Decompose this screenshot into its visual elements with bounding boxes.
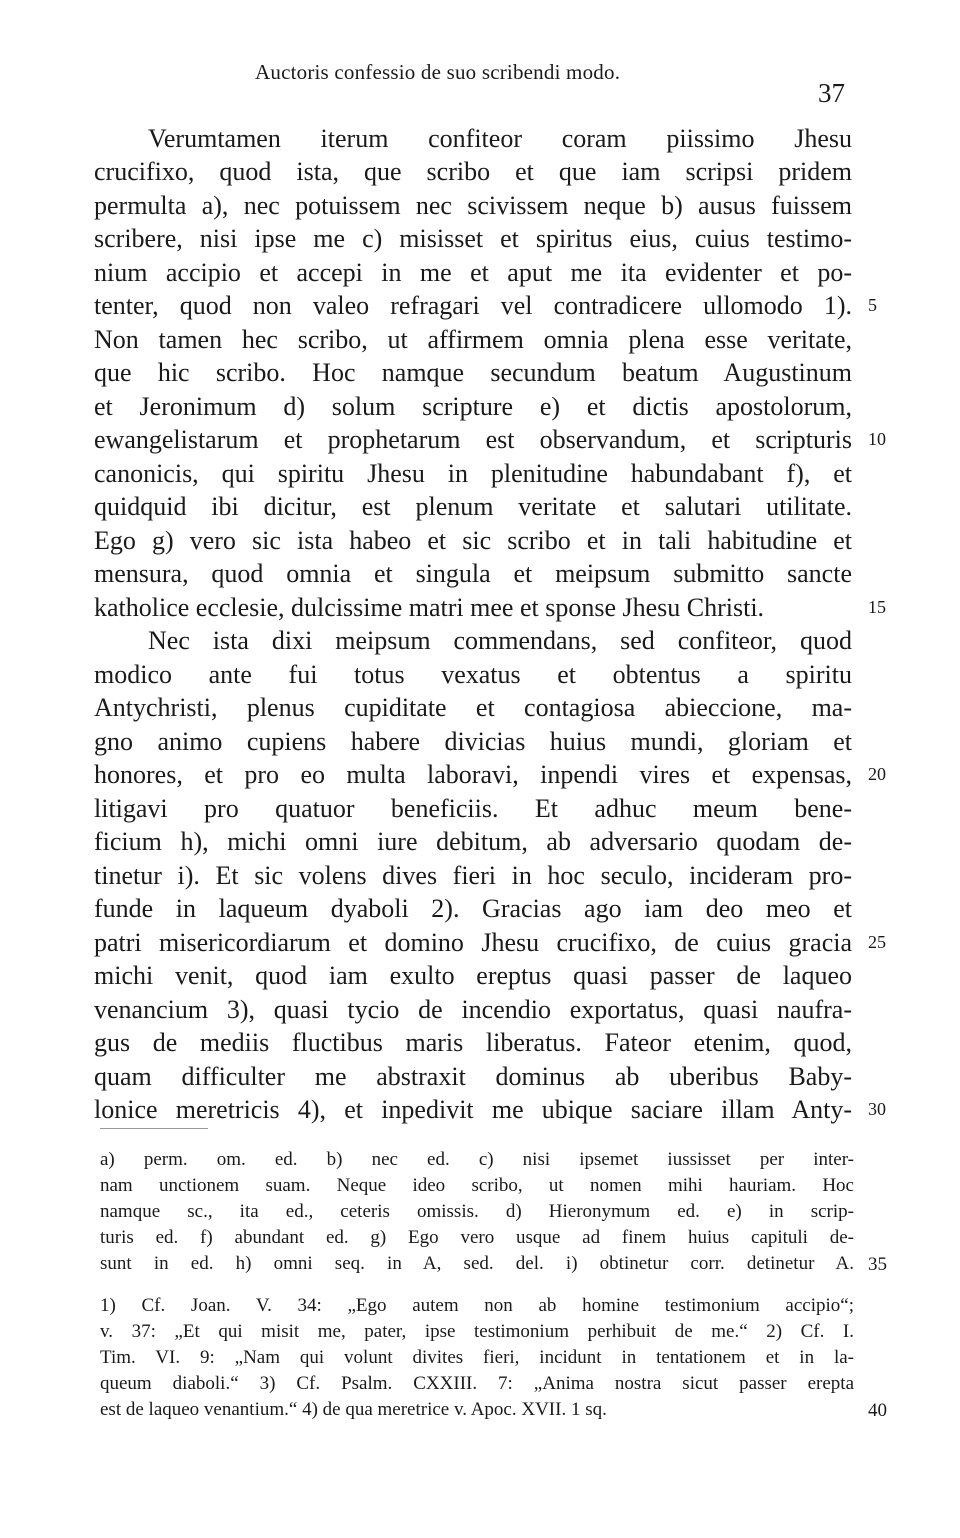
line-number: 20 — [868, 764, 886, 784]
text-line: permulta a), nec potuissem nec scivissem neque b) ausus fuissem — [94, 191, 852, 220]
footnote-line: queum diaboli.“ 3) Cf. Psalm. CXXIII. 7: „Anima nostra sicut passer erepta — [100, 1373, 854, 1394]
text-line: venancium 3), quasi tycio de incendio exportatus, quasi naufra- — [94, 995, 852, 1024]
footnote-line: Tim. VI. 9: „Nam qui volunt divites fieri, incidunt in tentationem et in la- — [100, 1347, 854, 1368]
text-line: tinetur i). Et sic volens dives fieri in hoc seculo, incideram pro- — [94, 861, 852, 890]
text-line: ficium h), michi omni iure debitum, ab adversario quodam de- — [94, 827, 852, 856]
line-number: 15 — [868, 597, 886, 617]
text-line: ewangelistarum et prophetarum est observandum, et scripturis — [94, 425, 852, 454]
line-number: 5 — [868, 295, 877, 315]
apparatus-line: a) perm. om. ed. b) nec ed. c) nisi ipsemet iussisset per inter- — [100, 1149, 854, 1170]
running-title: Auctoris confessio de suo scribendi modo. — [255, 60, 621, 84]
text-line: Ego g) vero sic ista habeo et sic scribo et in tali habitudine et — [94, 526, 852, 555]
text-line: honores, et pro eo multa laboravi, inpendi vires et expensas, — [94, 760, 852, 789]
footnote-line: est de laqueo venantium.“ 4) de qua meretrice v. Apoc. XVII. 1 sq. — [100, 1399, 607, 1420]
text-line: gno animo cupiens habere divicias huius mundi, gloriam et — [94, 727, 852, 756]
text-line: tenter, quod non valeo refragari vel contradicere ullomodo 1). — [94, 291, 852, 320]
text-line: nium accipio et accepi in me et aput me ita evidenter et po- — [94, 258, 852, 287]
text-line: Non tamen hec scribo, ut affirmem omnia plena esse veritate, — [94, 325, 852, 354]
footnote-separator — [100, 1128, 208, 1129]
apparatus-line: turis ed. f) abundant ed. g) Ego vero usque ad finem huius capituli de- — [100, 1227, 854, 1248]
text-line: katholice ecclesie, dulcissime matri mee et sponse Jhesu Christi. — [94, 593, 765, 622]
line-number: 25 — [868, 932, 886, 952]
page-number: 37 — [818, 78, 845, 108]
text-line: funde in laqueum dyaboli 2). Gracias ago iam deo meo et — [94, 894, 852, 923]
text-line: canonicis, qui spiritu Jhesu in plenitudine habundabant f), et — [94, 459, 852, 488]
text-line: Nec ista dixi meipsum commendans, sed confiteor, quod — [148, 626, 852, 655]
text-line: michi venit, quod iam exulto ereptus quasi passer de laqueo — [94, 961, 852, 990]
text-line: Verumtamen iterum confiteor coram piissimo Jhesu — [148, 124, 852, 153]
apparatus-line: namque sc., ita ed., ceteris omissis. d) Hieronymum ed. e) in scrip- — [100, 1201, 854, 1222]
text-line: Antychristi, plenus cupiditate et contagiosa abieccione, ma- — [94, 693, 852, 722]
text-line: quidquid ibi dicitur, est plenum veritate et salutari utilitate. — [94, 492, 852, 521]
text-line: lonice meretricis 4), et inpedivit me ubique saciare illam Anty- — [94, 1095, 852, 1124]
line-number: 30 — [868, 1099, 886, 1119]
line-number: 35 — [868, 1254, 887, 1275]
footnote-line: 1) Cf. Joan. V. 34: „Ego autem non ab homine testimonium accipio“; — [100, 1295, 854, 1316]
text-line: modico ante fui totus vexatus et obtentus a spiritu — [94, 660, 852, 689]
text-line: mensura, quod omnia et singula et meipsum submitto sancte — [94, 559, 852, 588]
text-line: et Jeronimum d) solum scripture e) et dictis apostolorum, — [94, 392, 852, 421]
text-line: quam difficulter me abstraxit dominus ab uberibus Baby- — [94, 1062, 852, 1091]
line-number: 40 — [868, 1400, 887, 1421]
apparatus-line: nam unctionem suam. Neque ideo scribo, ut nomen mihi hauriam. Hoc — [100, 1175, 854, 1196]
text-line: crucifixo, quod ista, que scribo et que iam scripsi pridem — [94, 157, 852, 186]
text-line: gus de mediis fluctibus maris liberatus. Fateor etenim, quod, — [94, 1028, 852, 1057]
text-line: scribere, nisi ipse me c) misisset et spiritus eius, cuius testimo- — [94, 224, 852, 253]
line-number: 10 — [868, 429, 886, 449]
text-line: litigavi pro quatuor beneficiis. Et adhuc meum bene- — [94, 794, 852, 823]
footnote-line: v. 37: „Et qui misit me, pater, ipse testimonium perhibuit de me.“ 2) Cf. I. — [100, 1321, 854, 1342]
text-line: que hic scribo. Hoc namque secundum beatum Augustinum — [94, 358, 852, 387]
apparatus-line: sunt in ed. h) omni seq. in A, sed. del. i) obtinetur corr. detinetur A. — [100, 1253, 854, 1274]
text-line: patri misericordiarum et domino Jhesu crucifixo, de cuius gracia — [94, 928, 852, 957]
